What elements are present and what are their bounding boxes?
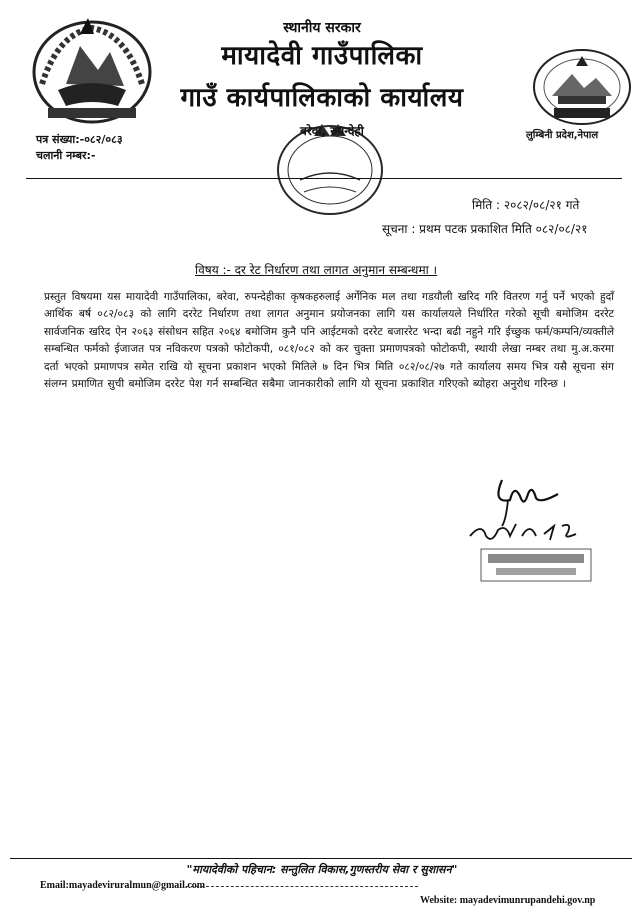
signature — [462, 474, 592, 554]
footer-email: Email:mayadeviruralmun@gmail.com — [40, 880, 206, 891]
municipality-name: मायादेवी गाउँपालिका — [221, 41, 423, 71]
body-paragraph: प्रस्तुत विषयमा यस मायादेवी गाउँपालिका, बरेवा, रुपन्देहीका कृषकहरुलाई अर्गेनिक मल तथा गडयौली खरिद गरि वितरण गर्नु पर्ने भएको हुदाँ आर्थिक बर्ष ०८२/०८३ को लागि दररेट निर्धारण तथा लागत अनुमान प्रयोजनका लागि यस कार्यालयले निर्धारित गरेको सूची बमोजिम दररेट सार्वजनिक खरिद ऐन २०६३ संसोधन सहित २०६४ बमोजिम कुनै पनि आईटमको दररेट बजाररेट भन्दा बढी नहुने गरि ईच्छुक फर्म/कम्पनि/व्यक्तीले सम्बन्धित फर्मको ईजाजत पत्र नविकरण पत्रको फोटोकपी, ०८१/०८२ को कर चुक्ता प्रमाणपत्रको फोटोकपी, स्थायी लेखा नम्बर तथा मु.अ.करमा दर्ता भएको प्रमाणपत्र समेत राखि यो सूचना प्रकाशन भएको मितिले ७ दिन भित्र मिति ०८२/०८/२७ गते कार्यालय समय भित्र यसै सूचना संग संलग्न प्रमाणित सुची बमोजिम दररेट पेश गर्न सम्बन्धित सबैमा जानकारीको लागि यो सूचना प्रकाशित गरिएको ब्योहरा अनुरोध गरिन्छ । — [44, 291, 614, 391]
local-government-label: स्थानीय सरकार — [283, 20, 361, 36]
footer-motto: "मायादेवीको पहिचान: सन्तुलित विकास,गुणस्तरीय सेवा र सुशासन" — [186, 863, 458, 876]
footer-website: Website: mayadevimunrupandehi.gov.np — [420, 895, 596, 906]
dispatch-number: चलानी नम्बर:- — [36, 149, 96, 162]
subject-line: विषय :- दर रेट निर्धारण तथा लागत अनुमान सम्बन्धमा । — [195, 263, 438, 277]
footer-dash-line — [186, 886, 418, 887]
office-address: बरेवा, रुपन्देही — [300, 124, 364, 138]
header-divider — [26, 178, 622, 179]
reference-number: पत्र संख्या:-०८२/०८३ — [36, 133, 123, 146]
office-name: गाउँ कार्यपालिकाको कार्यालय — [180, 83, 464, 113]
designation-stamp — [480, 548, 592, 582]
notice-publish-date: सूचना : प्रथम पटक प्रकाशित मिति ०८२/०८/२१ — [382, 222, 588, 236]
footer-divider — [10, 858, 632, 859]
province-label: लुम्बिनी प्रदेश,नेपाल — [526, 130, 599, 141]
letter-date: मिति : २०८२/०८/२१ गते — [472, 198, 580, 212]
